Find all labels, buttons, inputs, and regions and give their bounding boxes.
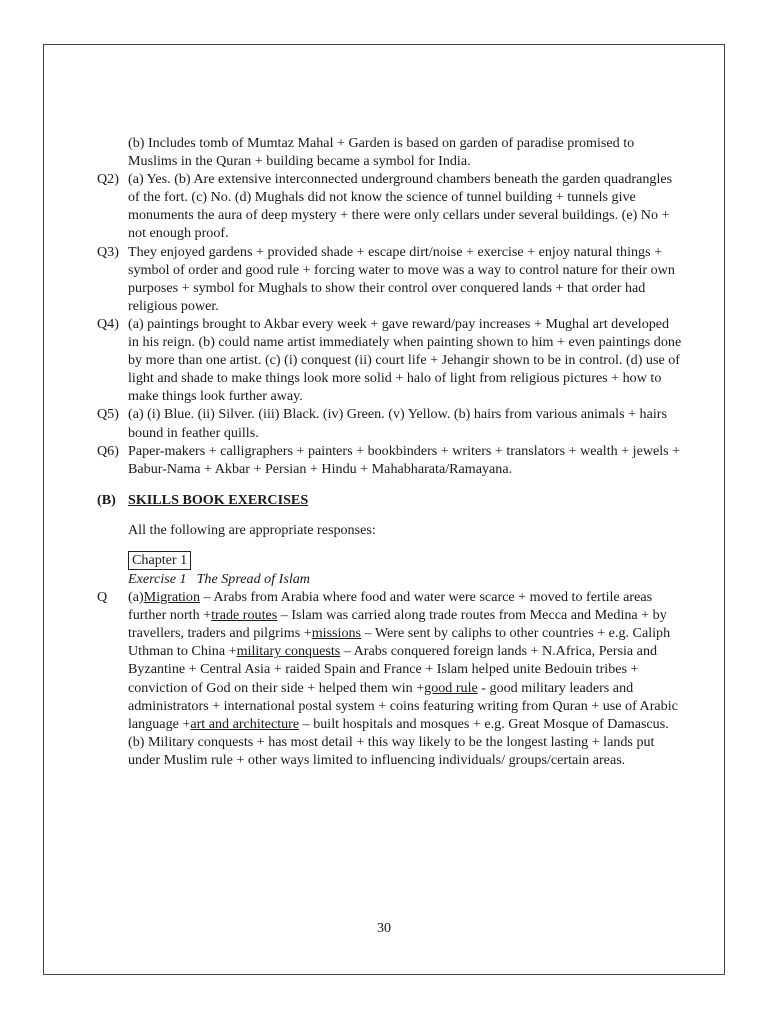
question-number: Q2) [97, 171, 119, 188]
answer-q2 [97, 170, 682, 242]
question-number: Q4) [97, 315, 119, 332]
keyword-good-rule: good rule [424, 679, 478, 696]
keyword-migration: Migration [143, 589, 201, 606]
exercise-answer-a [97, 588, 682, 733]
question-number: Q6) [97, 442, 119, 459]
exercise-heading [97, 570, 682, 588]
answer-text: They enjoyed gardens + provided shade + escape dirt/noise + exercise + enjoy natural things + symbol of order and good rule + forcing water to move was a way to control nature for their own purposes + symbol for Mughals to show their control over conquered lands + that order had religious power. [128, 243, 675, 314]
answer-q5 [97, 405, 682, 441]
question-number: Q [97, 589, 108, 606]
question-number: Q3) [97, 243, 119, 260]
answer-text [128, 589, 678, 732]
exercise-title: The Spread of Islam [196, 570, 310, 587]
section-intro: All the following are appropriate responses: [128, 521, 376, 538]
section-title: SKILLS BOOK EXERCISES [128, 491, 309, 508]
keyword-military-conquests: military conquests [236, 643, 341, 660]
answer-fragment: - good military leaders and administrators + international postal system + coins featuring writing from Quran + use of Arabic language + [128, 679, 678, 732]
chapter-label: Chapter 1 [128, 551, 191, 570]
answer-text: (a) paintings brought to Akbar every week + gave reward/pay increases + Mughal art developed in his reign. (b) could name artist immediately when painting shown to him + even paintings done by more than one artist. (c) (i) conquest (ii) court life + Jehangir shown to be in control. (d) use of light and shade to make things look more solid + halo of light from religious pictures + how to make things look further away. [128, 315, 682, 405]
answer-fragment: – Arabs from Arabia where food and water were scarce + moved to fertile areas further north + [128, 589, 653, 624]
section-heading [97, 491, 682, 509]
answer-fragment: – Islam was carried along trade routes from Mecca and Medina + by travellers, traders and pilgrims + [128, 607, 667, 642]
keyword-trade-routes: trade routes [211, 607, 278, 624]
section-label: (B) [97, 491, 116, 508]
exercise-number: Exercise 1 [128, 570, 187, 587]
answer-text: (b) Includes tomb of Mumtaz Mahal + Garden is based on garden of paradise promised to Muslims in the Quran + building became a symbol for India. [128, 135, 635, 170]
answer-text: Paper-makers + calligraphers + painters + bookbinders + writers + translators + wealth + jewels + Babur-Nama + Akbar + Persian + Hindu + Mahabharata/Ramayana. [128, 442, 681, 477]
page-number: 30 [376, 920, 392, 936]
answer-text: (a) Yes. (b) Are extensive interconnected underground chambers beneath the garden quadrangles of the fort. (c) No. (d) Mughals did not know the science of tunnel building + tunnels give monuments the aura of deep mystery + there were only cellars under several buildings. (e) No + not enough proof. [128, 171, 673, 242]
part-label: (a) [128, 589, 144, 606]
page-content [97, 134, 682, 769]
question-number: Q5) [97, 406, 119, 423]
answer-text: (b) Military conquests + has most detail + this way likely to be the longest lasting + lands put under Muslim rule + other ways limited to influencing individuals/ groups/certain areas. [128, 733, 655, 768]
answer-q1b [97, 134, 682, 170]
answer-q4 [97, 315, 682, 405]
exercise-answer-b [97, 733, 682, 769]
answer-fragment: – built hospitals and mosques + e.g. Great Mosque of Damascus. [299, 715, 669, 732]
answer-fragment: – Arabs conquered foreign lands + N.Africa, Persia and Byzantine + Central Asia + raided Spain and France + Islam helped unite Bedouin tribes + conviction of God on their side + helped them win + [128, 643, 658, 696]
answer-q6 [97, 442, 682, 478]
answer-q3 [97, 243, 682, 315]
keyword-art-architecture: art and architecture [190, 715, 300, 732]
answer-text: (a) (i) Blue. (ii) Silver. (iii) Black. (iv) Green. (v) Yellow. (b) hairs from various animals + hairs bound in feather quills. [128, 406, 667, 441]
answer-fragment: – Were sent by caliphs to other countries + e.g. Caliph Uthman to China + [128, 625, 671, 660]
keyword-missions: missions [311, 625, 362, 642]
